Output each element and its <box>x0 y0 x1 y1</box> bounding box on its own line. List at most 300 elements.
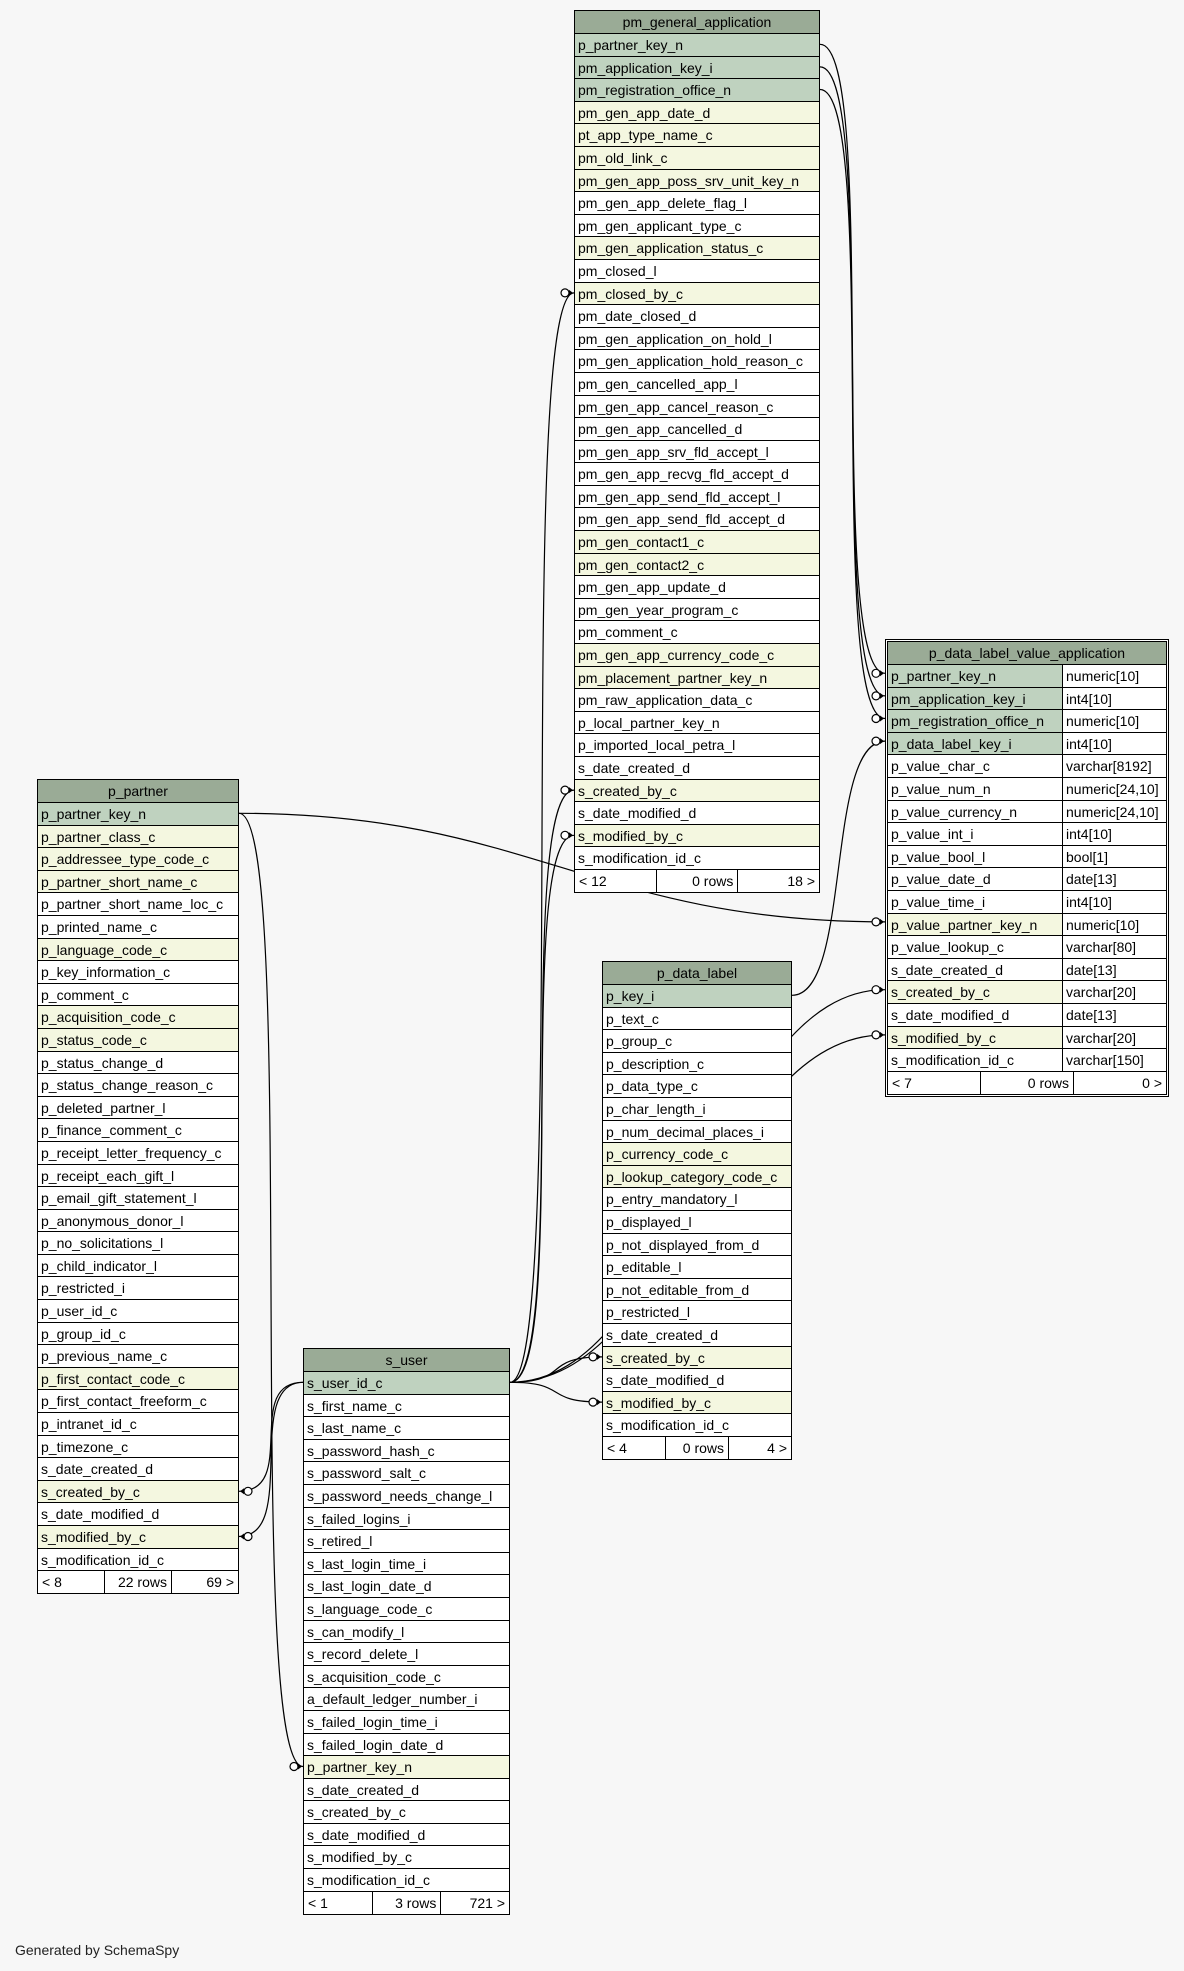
column-name: pm_gen_contact1_c <box>578 534 705 551</box>
table-footer <box>603 1437 791 1459</box>
column-row-p-entry-mandatory-l[interactable] <box>603 1188 791 1211</box>
column-name: p_language_code_c <box>41 941 168 958</box>
column-row-p-user-id-c[interactable] <box>38 1300 238 1323</box>
table-p-data-label[interactable] <box>602 961 792 1460</box>
row-count: 22 rows <box>104 1571 171 1593</box>
column-row-pm-application-key-i[interactable] <box>575 57 819 80</box>
column-row-p-acquisition-code-c[interactable] <box>38 1006 238 1029</box>
column-type: int4[10] <box>1062 688 1166 710</box>
column-row-pm-gen-app-cancel-reason-c[interactable] <box>575 396 819 419</box>
column-row-s-created-by-c[interactable] <box>304 1801 509 1824</box>
column-name: s_date_modified_d <box>578 805 697 822</box>
column-row-pm-gen-contact2-c[interactable] <box>575 554 819 577</box>
column-row-p-value-char-c[interactable] <box>888 755 1166 778</box>
column-name: s_date_modified_d <box>606 1372 725 1389</box>
column-name: s_acquisition_code_c <box>307 1668 441 1685</box>
column-name: pm_date_closed_d <box>578 308 697 325</box>
column-name: p_partner_key_n <box>891 668 997 684</box>
column-row-s-first-name-c[interactable] <box>304 1395 509 1418</box>
column-name: pm_gen_app_update_d <box>578 579 726 596</box>
column-row-p-imported-local-petra-l[interactable] <box>575 734 819 757</box>
column-row-pm-gen-app-send-fld-accept-l[interactable] <box>575 486 819 509</box>
column-row-s-password-hash-c[interactable] <box>304 1440 509 1463</box>
column-name: p_not_editable_from_d <box>606 1281 750 1298</box>
table-footer <box>888 1072 1166 1094</box>
column-row-pm-closed-l[interactable] <box>575 260 819 283</box>
column-type: int4[10] <box>1062 733 1166 755</box>
column-name: p_partner_short_name_loc_c <box>41 896 224 913</box>
column-type: date[13] <box>1062 868 1166 890</box>
column-row-p-first-contact-freeform-c[interactable] <box>38 1390 238 1413</box>
children-count: 4 > <box>728 1437 791 1459</box>
table-p-partner[interactable] <box>37 779 239 1594</box>
column-row-pm-gen-contact1-c[interactable] <box>575 531 819 554</box>
column-name: p_num_decimal_places_i <box>606 1123 764 1140</box>
column-row-p-partner-short-name-loc-c[interactable] <box>38 893 238 916</box>
column-type: varchar[150] <box>1062 1049 1166 1071</box>
column-row-s-created-by-c[interactable] <box>603 1347 791 1370</box>
column-name: p_user_id_c <box>41 1303 118 1320</box>
column-row-p-child-indicator-l[interactable] <box>38 1255 238 1278</box>
column-row-p-timezone-c[interactable] <box>38 1436 238 1459</box>
column-row-p-email-gift-statement-l[interactable] <box>38 1187 238 1210</box>
column-name: s_date_created_d <box>307 1781 420 1798</box>
column-row-pm-closed-by-c[interactable] <box>575 283 819 306</box>
relationship-optional-marker <box>872 692 880 700</box>
column-name: p_partner_short_name_c <box>41 873 198 890</box>
column-name: p_status_change_reason_c <box>41 1077 214 1094</box>
column-row-p-previous-name-c[interactable] <box>38 1345 238 1368</box>
column-name: s_modification_id_c <box>578 850 701 867</box>
column-type: varchar[20] <box>1062 1027 1166 1049</box>
column-type: date[13] <box>1062 959 1166 981</box>
column-name: pm_gen_app_srv_fld_accept_l <box>578 443 769 460</box>
column-row-s-failed-logins-i[interactable] <box>304 1508 509 1531</box>
relationship-optional-marker <box>561 831 569 839</box>
column-row-s-modification-id-c[interactable] <box>575 847 819 870</box>
column-row-pm-gen-app-delete-flag-l[interactable] <box>575 192 819 215</box>
column-name: p_acquisition_code_c <box>41 1009 176 1026</box>
column-row-p-status-change-d[interactable] <box>38 1052 238 1075</box>
column-name: s_modified_by_c <box>307 1849 413 1866</box>
column-row-s-date-modified-d[interactable] <box>38 1503 238 1526</box>
column-row-p-intranet-id-c[interactable] <box>38 1413 238 1436</box>
column-row-s-acquisition-code-c[interactable] <box>304 1666 509 1689</box>
column-name: p_displayed_l <box>606 1213 692 1230</box>
column-row-p-comment-c[interactable] <box>38 984 238 1007</box>
column-name: p_key_information_c <box>41 964 171 981</box>
column-name: s_last_name_c <box>307 1420 402 1437</box>
column-name: pm_gen_app_cancel_reason_c <box>578 398 774 415</box>
column-row-p-first-contact-code-c[interactable] <box>38 1368 238 1391</box>
column-row-s-failed-login-date-d[interactable] <box>304 1734 509 1757</box>
column-name: p_first_contact_code_c <box>41 1370 185 1387</box>
column-row-s-failed-login-time-i[interactable] <box>304 1711 509 1734</box>
column-row-s-last-name-c[interactable] <box>304 1417 509 1440</box>
children-count: 0 > <box>1073 1072 1166 1094</box>
column-row-p-value-time-i[interactable] <box>888 891 1166 914</box>
table-title: pm_general_application <box>575 11 819 34</box>
column-row-s-password-salt-c[interactable] <box>304 1462 509 1485</box>
column-name: s_date_created_d <box>606 1326 719 1343</box>
column-row-pm-registration-office-n[interactable] <box>888 710 1166 733</box>
column-row-p-displayed-l[interactable] <box>603 1211 791 1234</box>
column-row-s-date-created-d[interactable] <box>304 1779 509 1802</box>
column-row-p-value-date-d[interactable] <box>888 868 1166 891</box>
column-row-p-value-partner-key-n[interactable] <box>888 914 1166 937</box>
column-name: p_char_length_i <box>606 1100 706 1117</box>
column-row-s-can-modify-l[interactable] <box>304 1621 509 1644</box>
column-row-s-date-modified-d[interactable] <box>575 802 819 825</box>
relationship-line <box>820 90 885 719</box>
column-name: p_email_gift_statement_l <box>41 1190 197 1207</box>
column-name: s_created_by_c <box>41 1483 140 1500</box>
row-count: 3 rows <box>372 1892 441 1914</box>
column-name: p_child_indicator_l <box>41 1257 157 1274</box>
column-row-s-modification-id-c[interactable] <box>304 1869 509 1892</box>
table-pm-general-application[interactable] <box>574 10 820 893</box>
column-row-s-last-login-date-d[interactable] <box>304 1575 509 1598</box>
column-name: p_entry_mandatory_l <box>606 1191 738 1208</box>
column-name: p_data_label_key_i <box>891 735 1012 752</box>
column-name: p_local_partner_key_n <box>578 714 720 731</box>
column-row-s-date-created-d[interactable] <box>38 1458 238 1481</box>
column-row-p-partner-key-n[interactable] <box>38 803 238 826</box>
column-name: p_editable_l <box>606 1259 682 1276</box>
relationship-arrow-marker <box>880 716 884 722</box>
column-row-s-retired-l[interactable] <box>304 1530 509 1553</box>
column-name: p_partner_key_n <box>578 37 684 53</box>
column-row-s-created-by-c[interactable] <box>888 981 1166 1004</box>
column-type: varchar[80] <box>1062 936 1166 958</box>
column-row-s-date-modified-d[interactable] <box>888 1004 1166 1027</box>
column-name: s_modified_by_c <box>578 827 684 844</box>
column-row-pm-gen-app-update-d[interactable] <box>575 576 819 599</box>
column-row-p-lookup-category-code-c[interactable] <box>603 1166 791 1189</box>
column-row-p-key-information-c[interactable] <box>38 961 238 984</box>
column-row-s-record-delete-l[interactable] <box>304 1643 509 1666</box>
relationship-arrow-marker <box>597 1399 601 1405</box>
column-row-p-value-bool-l[interactable] <box>888 846 1166 869</box>
column-row-a-default-ledger-number-i[interactable] <box>304 1688 509 1711</box>
column-row-s-date-created-d[interactable] <box>575 757 819 780</box>
column-name: pm_registration_office_n <box>578 82 732 99</box>
column-name: p_currency_code_c <box>606 1146 729 1163</box>
column-row-s-date-modified-d[interactable] <box>304 1824 509 1847</box>
column-name: s_last_login_time_i <box>307 1555 427 1572</box>
column-name: p_text_c <box>606 1010 659 1027</box>
table-title: s_user <box>304 1349 509 1372</box>
column-row-p-char-length-i[interactable] <box>603 1098 791 1121</box>
column-row-p-value-int-i[interactable] <box>888 823 1166 846</box>
column-type: int4[10] <box>1062 891 1166 913</box>
column-name: pm_comment_c <box>578 624 678 641</box>
column-row-p-receipt-each-gift-l[interactable] <box>38 1165 238 1188</box>
column-row-p-partner-key-n[interactable] <box>575 34 819 57</box>
column-row-pm-gen-app-date-d[interactable] <box>575 102 819 125</box>
column-row-pm-placement-partner-key-n[interactable] <box>575 667 819 690</box>
column-name: p_value_partner_key_n <box>891 916 1038 933</box>
column-name: pm_gen_application_status_c <box>578 240 764 257</box>
column-row-s-date-modified-d[interactable] <box>603 1369 791 1392</box>
column-row-pm-registration-office-n[interactable] <box>575 79 819 102</box>
relationship-arrow-marker <box>240 1534 244 1540</box>
table-footer <box>575 870 819 892</box>
column-name: p_value_num_n <box>891 780 991 797</box>
column-name: pm_application_key_i <box>578 59 713 76</box>
column-name: s_modification_id_c <box>41 1551 164 1568</box>
column-row-p-data-type-c[interactable] <box>603 1075 791 1098</box>
column-name: s_record_delete_l <box>307 1646 419 1663</box>
column-name: pm_application_key_i <box>891 690 1026 707</box>
column-row-pm-old-link-c[interactable] <box>575 147 819 170</box>
column-name: p_comment_c <box>41 986 129 1003</box>
column-name: p_receipt_letter_frequency_c <box>41 1144 222 1161</box>
column-type: numeric[10] <box>1062 665 1166 687</box>
column-name: s_date_modified_d <box>891 1006 1010 1023</box>
column-row-s-created-by-c[interactable] <box>575 780 819 803</box>
column-name: s_modification_id_c <box>606 1417 729 1434</box>
column-row-p-group-c[interactable] <box>603 1030 791 1053</box>
column-row-pm-comment-c[interactable] <box>575 621 819 644</box>
column-row-pm-gen-cancelled-app-l[interactable] <box>575 373 819 396</box>
column-name: p_status_code_c <box>41 1031 147 1048</box>
column-row-s-date-created-d[interactable] <box>603 1324 791 1347</box>
column-name: p_printed_name_c <box>41 918 157 935</box>
column-name: s_created_by_c <box>891 984 990 1001</box>
column-name: pm_gen_app_poss_srv_unit_key_n <box>578 172 800 189</box>
column-name: p_value_int_i <box>891 826 974 843</box>
column-row-pm-gen-app-poss-srv-unit-key-n[interactable] <box>575 170 819 193</box>
parents-count: < 12 <box>579 872 607 889</box>
column-row-p-num-decimal-places-i[interactable] <box>603 1121 791 1144</box>
column-row-pm-gen-app-send-fld-accept-d[interactable] <box>575 508 819 531</box>
column-row-p-value-num-n[interactable] <box>888 778 1166 801</box>
column-row-p-printed-name-c[interactable] <box>38 916 238 939</box>
column-row-p-group-id-c[interactable] <box>38 1323 238 1346</box>
relationship-arrow-marker <box>880 738 884 744</box>
table-title: p_data_label_value_application <box>888 642 1166 665</box>
relationship-line <box>239 1382 303 1536</box>
column-row-p-data-label-key-i[interactable] <box>888 733 1166 756</box>
column-name: p_restricted_l <box>606 1304 691 1321</box>
column-name: p_not_displayed_from_d <box>606 1236 760 1253</box>
column-row-p-status-change-reason-c[interactable] <box>38 1074 238 1097</box>
relationship-arrow-marker <box>597 1354 601 1360</box>
column-name: pm_gen_app_delete_flag_l <box>578 195 747 212</box>
relationship-arrow-marker <box>880 1032 884 1038</box>
column-name: p_restricted_i <box>41 1280 126 1297</box>
column-row-p-local-partner-key-n[interactable] <box>575 712 819 735</box>
column-name: s_password_salt_c <box>307 1465 427 1482</box>
column-name: pm_gen_application_on_hold_l <box>578 330 772 347</box>
relationship-optional-marker <box>872 986 880 994</box>
column-name: pm_gen_applicant_type_c <box>578 217 742 234</box>
column-row-p-restricted-i[interactable] <box>38 1277 238 1300</box>
column-name: pm_closed_by_c <box>578 285 684 302</box>
column-row-s-password-needs-change-l[interactable] <box>304 1485 509 1508</box>
relationship-arrow-marker <box>880 670 884 676</box>
column-name: s_language_code_c <box>307 1600 433 1617</box>
table-title: p_data_label <box>603 962 791 985</box>
column-name: p_intranet_id_c <box>41 1416 137 1433</box>
column-row-pm-gen-application-hold-reason-c[interactable] <box>575 350 819 373</box>
relationship-arrow-marker <box>569 787 573 793</box>
column-type: varchar[20] <box>1062 981 1166 1003</box>
parents-count: < 7 <box>892 1074 912 1091</box>
column-name: p_previous_name_c <box>41 1348 168 1365</box>
column-row-p-partner-class-c[interactable] <box>38 826 238 849</box>
column-row-pm-raw-application-data-c[interactable] <box>575 689 819 712</box>
column-name: s_created_by_c <box>606 1349 705 1366</box>
column-name: p_group_id_c <box>41 1325 126 1342</box>
table-p-data-label-value-application[interactable] <box>885 639 1169 1097</box>
relationship-optional-marker <box>589 1353 597 1361</box>
column-row-pm-gen-application-status-c[interactable] <box>575 237 819 260</box>
column-row-p-partner-key-n[interactable] <box>304 1756 509 1779</box>
relationship-arrow-marker <box>880 919 884 925</box>
column-row-p-anonymous-donor-l[interactable] <box>38 1210 238 1233</box>
column-type: numeric[10] <box>1062 914 1166 936</box>
column-name: p_imported_local_petra_l <box>578 737 736 754</box>
column-row-p-no-solicitations-l[interactable] <box>38 1232 238 1255</box>
column-row-pm-application-key-i[interactable] <box>888 688 1166 711</box>
column-name: pm_raw_application_data_c <box>578 692 753 709</box>
column-name: p_value_char_c <box>891 758 990 775</box>
column-row-p-partner-short-name-c[interactable] <box>38 871 238 894</box>
column-row-pm-gen-app-srv-fld-accept-l[interactable] <box>575 441 819 464</box>
column-row-s-modified-by-c[interactable] <box>304 1846 509 1869</box>
column-name: p_partner_key_n <box>307 1759 413 1776</box>
column-row-p-restricted-l[interactable] <box>603 1301 791 1324</box>
parents-count: < 4 <box>607 1439 627 1456</box>
column-name: p_first_contact_freeform_c <box>41 1393 207 1410</box>
column-row-s-modified-by-c[interactable] <box>603 1392 791 1415</box>
column-name: p_addressee_type_code_c <box>41 851 210 868</box>
children-count: 18 > <box>737 870 819 892</box>
column-row-s-user-id-c[interactable] <box>304 1372 509 1395</box>
row-count: 0 rows <box>656 870 738 892</box>
relationship-optional-marker <box>290 1763 298 1771</box>
column-row-s-created-by-c[interactable] <box>38 1481 238 1504</box>
column-name: pt_app_type_name_c <box>578 127 713 144</box>
column-name: s_modification_id_c <box>307 1872 430 1889</box>
column-row-s-language-code-c[interactable] <box>304 1598 509 1621</box>
column-name: s_modified_by_c <box>891 1029 997 1046</box>
column-row-p-deleted-partner-l[interactable] <box>38 1097 238 1120</box>
column-name: p_finance_comment_c <box>41 1122 182 1139</box>
column-row-pm-gen-year-program-c[interactable] <box>575 599 819 622</box>
column-type: varchar[8192] <box>1062 755 1166 777</box>
column-row-s-last-login-time-i[interactable] <box>304 1553 509 1576</box>
column-row-s-modification-id-c[interactable] <box>38 1549 238 1572</box>
column-row-s-modified-by-c[interactable] <box>888 1027 1166 1050</box>
column-name: s_retired_l <box>307 1533 373 1550</box>
column-name: p_status_change_d <box>41 1054 164 1071</box>
column-name: s_password_needs_change_l <box>307 1487 493 1504</box>
table-s-user[interactable] <box>303 1348 510 1915</box>
children-count: 721 > <box>440 1892 509 1914</box>
column-row-p-not-editable-from-d[interactable] <box>603 1279 791 1302</box>
column-type: bool[1] <box>1062 846 1166 868</box>
relationship-arrow-marker <box>880 987 884 993</box>
column-row-p-partner-key-n[interactable] <box>888 665 1166 688</box>
column-name: pm_gen_app_send_fld_accept_d <box>578 511 786 528</box>
column-name: s_modified_by_c <box>606 1394 712 1411</box>
column-row-p-finance-comment-c[interactable] <box>38 1119 238 1142</box>
relationship-optional-marker <box>244 1487 252 1495</box>
relationship-optional-marker <box>872 1031 880 1039</box>
column-name: pm_gen_app_currency_code_c <box>578 647 775 664</box>
column-name: p_key_i <box>606 988 655 1004</box>
column-row-pm-gen-app-recvg-fld-accept-d[interactable] <box>575 463 819 486</box>
column-name: s_first_name_c <box>307 1397 402 1414</box>
column-row-p-status-code-c[interactable] <box>38 1029 238 1052</box>
column-row-s-modified-by-c[interactable] <box>575 825 819 848</box>
relationship-optional-marker <box>872 669 880 677</box>
column-name: s_failed_logins_i <box>307 1510 411 1527</box>
parents-count: < 8 <box>42 1574 62 1591</box>
column-row-pt-app-type-name-c[interactable] <box>575 124 819 147</box>
table-title: p_partner <box>38 780 238 803</box>
column-name: p_description_c <box>606 1055 705 1072</box>
parents-count: < 1 <box>308 1894 328 1911</box>
column-name: p_value_currency_n <box>891 803 1018 820</box>
column-row-s-modified-by-c[interactable] <box>38 1526 238 1549</box>
column-name: p_partner_key_n <box>41 806 147 822</box>
column-name: a_default_ledger_number_i <box>307 1691 478 1708</box>
column-row-p-key-i[interactable] <box>603 985 791 1008</box>
column-row-p-not-displayed-from-d[interactable] <box>603 1234 791 1257</box>
column-name: s_modification_id_c <box>891 1052 1014 1069</box>
column-name: s_user_id_c <box>307 1375 383 1391</box>
relationship-arrow-marker <box>240 1488 244 1494</box>
column-name: s_created_by_c <box>578 782 677 799</box>
column-row-p-value-currency-n[interactable] <box>888 801 1166 824</box>
column-row-p-editable-l[interactable] <box>603 1256 791 1279</box>
column-row-p-receipt-letter-frequency-c[interactable] <box>38 1142 238 1165</box>
column-row-p-currency-code-c[interactable] <box>603 1143 791 1166</box>
generated-by-note: Generated by SchemaSpy <box>15 1942 180 1958</box>
column-row-s-modification-id-c[interactable] <box>603 1414 791 1437</box>
column-name: pm_gen_contact2_c <box>578 556 705 573</box>
column-name: pm_gen_cancelled_app_l <box>578 375 738 392</box>
column-row-pm-gen-application-on-hold-l[interactable] <box>575 328 819 351</box>
column-row-p-value-lookup-c[interactable] <box>888 936 1166 959</box>
column-name: p_partner_class_c <box>41 828 156 845</box>
column-type: numeric[10] <box>1062 710 1166 732</box>
column-row-pm-date-closed-d[interactable] <box>575 305 819 328</box>
column-row-pm-gen-app-currency-code-c[interactable] <box>575 644 819 667</box>
column-row-pm-gen-app-cancelled-d[interactable] <box>575 418 819 441</box>
column-row-p-addressee-type-code-c[interactable] <box>38 848 238 871</box>
column-name: p_value_lookup_c <box>891 939 1004 956</box>
column-name: s_date_created_d <box>41 1461 154 1478</box>
relationship-arrow-marker <box>569 832 573 838</box>
relationship-optional-marker <box>872 918 880 926</box>
row-count: 0 rows <box>665 1437 728 1459</box>
column-row-s-modification-id-c[interactable] <box>888 1049 1166 1072</box>
column-row-s-date-created-d[interactable] <box>888 959 1166 982</box>
column-type: numeric[24,10] <box>1062 801 1166 823</box>
column-name: s_date_created_d <box>578 760 691 776</box>
column-name: p_data_type_c <box>606 1078 698 1095</box>
column-row-p-language-code-c[interactable] <box>38 939 238 962</box>
relationship-arrow-marker <box>880 693 884 699</box>
column-row-pm-gen-applicant-type-c[interactable] <box>575 215 819 238</box>
column-row-p-description-c[interactable] <box>603 1053 791 1076</box>
column-row-p-text-c[interactable] <box>603 1008 791 1031</box>
